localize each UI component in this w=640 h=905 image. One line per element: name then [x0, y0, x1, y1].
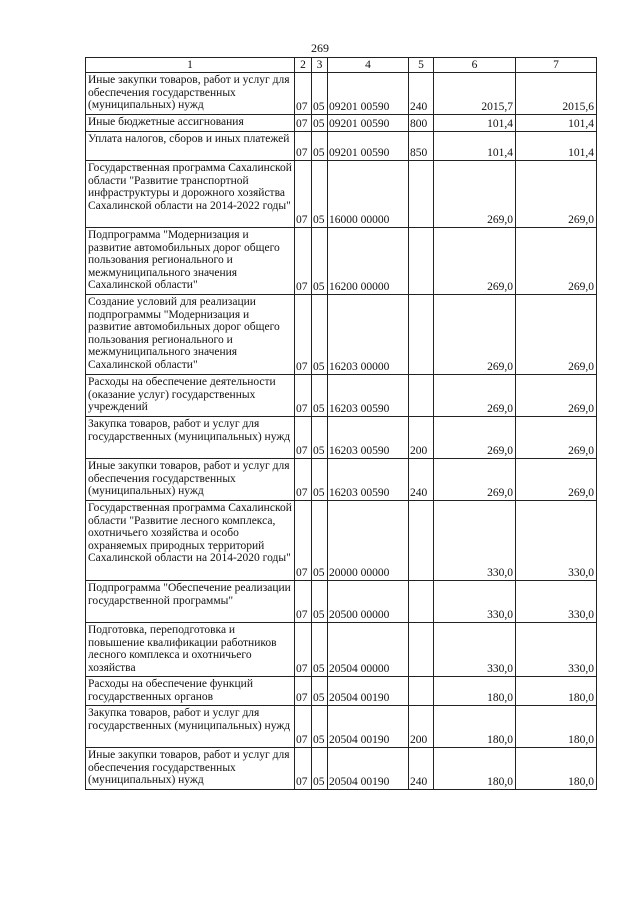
table-row: [86, 295, 597, 375]
row-amount-plan: 330,0: [434, 501, 516, 581]
row-amount-plan: 269,0: [434, 228, 516, 295]
row-name: Подготовка, переподготовка и повышение квалификации работников лесного комплекса и охотничьего хозяйства: [86, 623, 295, 677]
row-subsection: 05: [312, 706, 328, 748]
row-name: Государственная программа Сахалинской области "Развитие транспортной инфраструктуры и дорожного хозяйства Сахалинской области на 2014-2022 годы": [86, 161, 295, 228]
row-name: Иные бюджетные ассигнования: [86, 115, 295, 132]
row-expense-type: 200: [409, 706, 434, 748]
row-amount-actual: 269,0: [516, 295, 597, 375]
table-row: [86, 459, 597, 501]
row-target-code: 20504 00000: [328, 623, 409, 677]
row-subsection: 05: [312, 623, 328, 677]
row-section: 07: [295, 375, 312, 417]
row-name: Подпрограмма "Модернизация и развитие автомобильных дорог общего пользования регионального и межмуниципального значения Сахалинской области": [86, 228, 295, 295]
row-subsection: 05: [312, 375, 328, 417]
col-header-6: 6: [434, 58, 516, 73]
row-target-code: 16000 00000: [328, 161, 409, 228]
row-subsection: 05: [312, 115, 328, 132]
row-amount-actual: 101,4: [516, 115, 597, 132]
row-amount-plan: 269,0: [434, 417, 516, 459]
row-target-code: 20504 00190: [328, 706, 409, 748]
row-target-code: 16203 00000: [328, 295, 409, 375]
row-target-code: 09201 00590: [328, 115, 409, 132]
row-section: 07: [295, 623, 312, 677]
table-body: [86, 73, 597, 790]
budget-table: [85, 57, 597, 790]
row-subsection: 05: [312, 501, 328, 581]
row-amount-plan: 269,0: [434, 459, 516, 501]
row-name: Закупка товаров, работ и услуг для государственных (муниципальных) нужд: [86, 417, 295, 459]
table-row: [86, 73, 597, 115]
row-target-code: 20500 00000: [328, 581, 409, 623]
row-name: Закупка товаров, работ и услуг для государственных (муниципальных) нужд: [86, 706, 295, 748]
row-name: Иные закупки товаров, работ и услуг для обеспечения государственных (муниципальных) нужд: [86, 459, 295, 501]
row-amount-actual: 180,0: [516, 677, 597, 706]
row-section: 07: [295, 581, 312, 623]
row-amount-actual: 101,4: [516, 132, 597, 161]
row-amount-plan: 330,0: [434, 581, 516, 623]
col-header-2: 2: [295, 58, 312, 73]
row-amount-actual: 180,0: [516, 706, 597, 748]
col-header-5: 5: [409, 58, 434, 73]
row-amount-plan: 101,4: [434, 132, 516, 161]
row-section: 07: [295, 295, 312, 375]
table-row: [86, 161, 597, 228]
row-target-code: 16200 00000: [328, 228, 409, 295]
row-expense-type: [409, 228, 434, 295]
row-amount-actual: 180,0: [516, 748, 597, 790]
row-amount-plan: 180,0: [434, 706, 516, 748]
row-subsection: 05: [312, 228, 328, 295]
row-expense-type: 200: [409, 417, 434, 459]
table-row: [86, 706, 597, 748]
row-name: Государственная программа Сахалинской области "Развитие лесного комплекса, охотничьего хозяйства и особо охраняемых природных территорий Сахалинской области на 2014-2020 годы": [86, 501, 295, 581]
row-expense-type: 850: [409, 132, 434, 161]
row-target-code: 20504 00190: [328, 748, 409, 790]
row-subsection: 05: [312, 73, 328, 115]
row-expense-type: [409, 677, 434, 706]
row-amount-plan: 2015,7: [434, 73, 516, 115]
row-expense-type: [409, 161, 434, 228]
row-name: Иные закупки товаров, работ и услуг для обеспечения государственных (муниципальных) нужд: [86, 73, 295, 115]
row-amount-actual: 2015,6: [516, 73, 597, 115]
col-header-7: 7: [516, 58, 597, 73]
row-amount-plan: 330,0: [434, 623, 516, 677]
table-row: [86, 417, 597, 459]
row-section: 07: [295, 73, 312, 115]
row-name: Уплата налогов, сборов и иных платежей: [86, 132, 295, 161]
row-subsection: 05: [312, 161, 328, 228]
row-subsection: 05: [312, 677, 328, 706]
row-section: 07: [295, 706, 312, 748]
row-target-code: 16203 00590: [328, 375, 409, 417]
row-subsection: 05: [312, 295, 328, 375]
table-row: [86, 501, 597, 581]
row-name: Подпрограмма "Обеспечение реализации государственной программы": [86, 581, 295, 623]
col-header-4: 4: [328, 58, 409, 73]
row-subsection: 05: [312, 459, 328, 501]
table-row: [86, 623, 597, 677]
row-section: 07: [295, 228, 312, 295]
row-amount-actual: 269,0: [516, 161, 597, 228]
col-header-3: 3: [312, 58, 328, 73]
row-amount-actual: 269,0: [516, 228, 597, 295]
row-amount-actual: 330,0: [516, 581, 597, 623]
row-expense-type: [409, 623, 434, 677]
row-amount-plan: 180,0: [434, 677, 516, 706]
row-section: 07: [295, 677, 312, 706]
row-amount-plan: 269,0: [434, 295, 516, 375]
table-row: [86, 375, 597, 417]
header-row: [86, 58, 597, 73]
table-row: [86, 115, 597, 132]
row-target-code: 20504 00190: [328, 677, 409, 706]
row-section: 07: [295, 748, 312, 790]
row-amount-plan: 180,0: [434, 748, 516, 790]
row-subsection: 05: [312, 581, 328, 623]
row-amount-plan: 269,0: [434, 375, 516, 417]
row-subsection: 05: [312, 132, 328, 161]
row-expense-type: [409, 581, 434, 623]
row-target-code: 09201 00590: [328, 73, 409, 115]
row-subsection: 05: [312, 417, 328, 459]
row-expense-type: 240: [409, 748, 434, 790]
row-target-code: 20000 00000: [328, 501, 409, 581]
table-row: [86, 228, 597, 295]
row-amount-actual: 330,0: [516, 501, 597, 581]
table-row: [86, 581, 597, 623]
row-expense-type: 800: [409, 115, 434, 132]
row-amount-actual: 269,0: [516, 417, 597, 459]
row-section: 07: [295, 115, 312, 132]
row-expense-type: [409, 501, 434, 581]
row-section: 07: [295, 459, 312, 501]
row-name: Иные закупки товаров, работ и услуг для обеспечения государственных (муниципальных) нужд: [86, 748, 295, 790]
row-subsection: 05: [312, 748, 328, 790]
row-target-code: 09201 00590: [328, 132, 409, 161]
row-target-code: 16203 00590: [328, 417, 409, 459]
row-expense-type: [409, 295, 434, 375]
row-amount-plan: 269,0: [434, 161, 516, 228]
table-row: [86, 748, 597, 790]
row-amount-actual: 269,0: [516, 459, 597, 501]
col-header-1: 1: [86, 58, 295, 73]
row-section: 07: [295, 501, 312, 581]
row-expense-type: 240: [409, 73, 434, 115]
row-amount-plan: 101,4: [434, 115, 516, 132]
table-row: [86, 677, 597, 706]
row-name: Расходы на обеспечение функций государственных органов: [86, 677, 295, 706]
page-number: 269: [311, 41, 329, 55]
row-name: Расходы на обеспечение деятельности (оказание услуг) государственных учреждений: [86, 375, 295, 417]
row-name: Создание условий для реализации подпрограммы "Модернизация и развитие автомобильных дорог общего пользования регионального и межмуниципального значения Сахалинской области": [86, 295, 295, 375]
row-section: 07: [295, 132, 312, 161]
row-amount-actual: 269,0: [516, 375, 597, 417]
row-expense-type: [409, 375, 434, 417]
row-target-code: 16203 00590: [328, 459, 409, 501]
table-row: [86, 132, 597, 161]
row-expense-type: 240: [409, 459, 434, 501]
row-section: 07: [295, 161, 312, 228]
row-section: 07: [295, 417, 312, 459]
row-amount-actual: 330,0: [516, 623, 597, 677]
